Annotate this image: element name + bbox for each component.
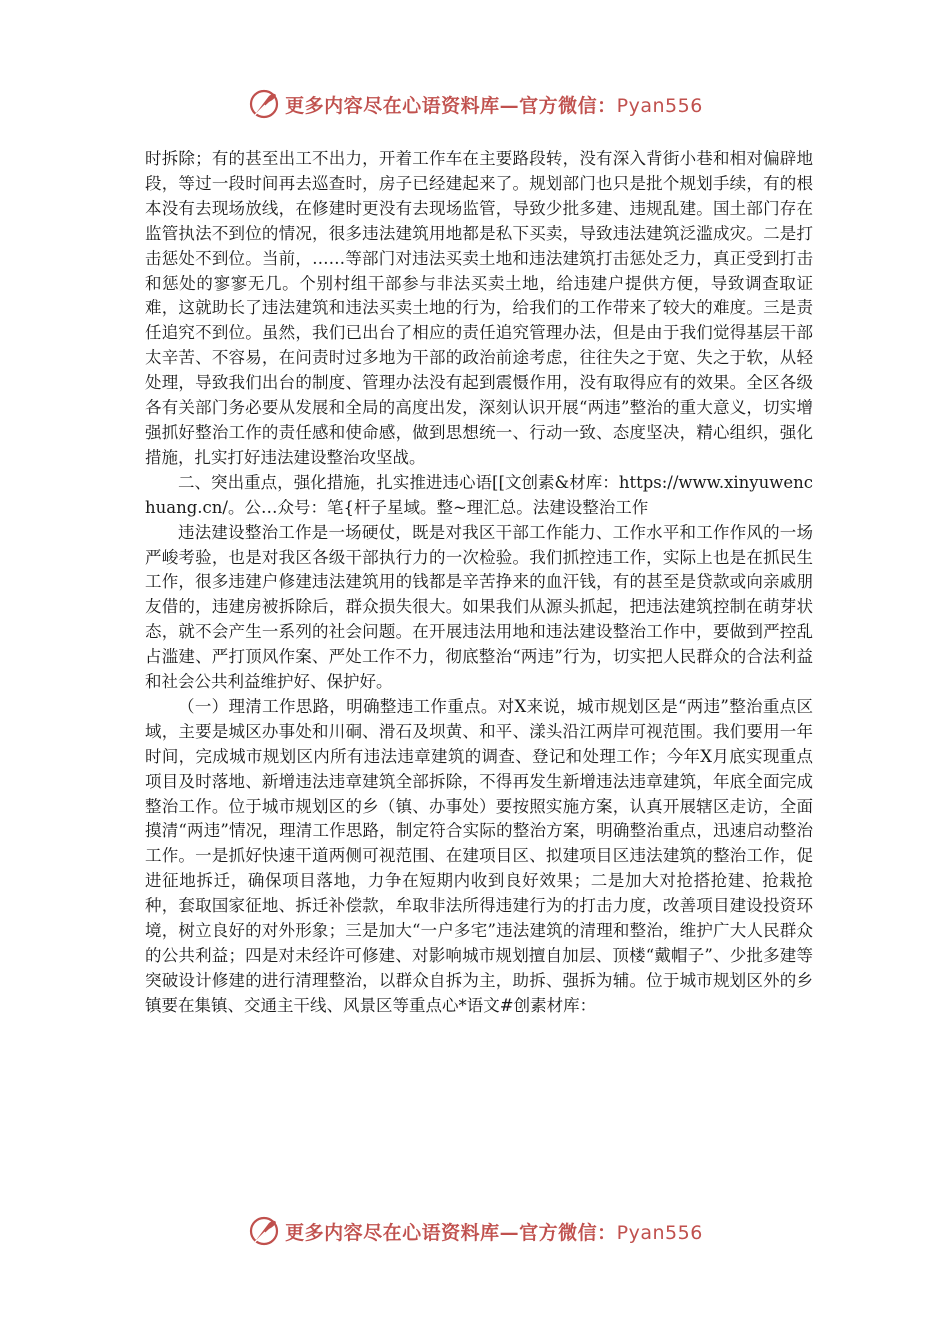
section-heading-2: 二、突出重点，强化措施，扎实推进违心语[[文创素&材库：https://www.xinyuwenchuang.cn/。公…众号：笔{杆子星域。整~理汇总。法建设整治工作 — [145, 472, 813, 517]
paragraph-2: 违法建设整治工作是一场硬仗，既是对我区干部工作能力、工作水平和工作作风的一场严峻考验，也是对我区各级干部执行力的一次检验。我们抓控违工作，实际上也是在抓民生工作，很多违建户修建违法建筑用的钱都是辛苦挣来的血汗钱，有的甚至是贷款或向亲戚朋友借的，违建房被拆除后，群众损失很大。如果我们从源头抓起，把违法建筑控制在萌芽状态，就不会产生一系列的社会问题。在开展违法用地和违法建设整治工作中，要做到严控乱占滥建、严打顶风作案、严处工作不力，彻底整治“两违”行为，切实把人民群众的合法利益和社会公共利益维护好、保护好。 — [145, 522, 813, 692]
paragraph-1: 时拆除；有的甚至出工不出力，开着工作车在主要路段转，没有深入背街小巷和相对偏辟地段，等过一段时间再去巡查时，房子已经建起来了。规划部门也只是批个规划手续，有的根本没有去现场放线，在修建时更没有去现场监管，导致少批多建、违规乱建。国土部门存在监管执法不到位的情况，很多违法建筑用地都是私下买卖，导致违法建筑泛滥成灾。二是打击惩处不到位。当前，……等部门对违法买卖土地和违法建筑打击惩处乏力，真正受到打击和惩处的寥寥无几。个别村组干部参与非法买卖土地，给违建户提供方便，导致调查取证难，这就助长了违法建筑和违法买卖土地的行为，给我们的工作带来了较大的难度。三是责任追究不到位。虽然，我们已出台了相应的责任追究管理办法，但是由于我们觉得基层干部太辛苦、不容易，在问责时过多地为干部的政治前途考虑，往往失之于宽、失之于软，从轻处理，导致我们出台的制度、管理办法没有起到震慑作用，没有取得应有的效果。全区各级各有关部门务必要从发展和全局的高度出发，深刻认识开展“两违”整治的重大意义，切实增强抓好整治工作的责任感和使命感，做到思想统一、行动一致、态度坚决，精心组织，强化措施，扎实打好违法建设整治攻坚战。 — [145, 149, 813, 467]
document-body — [145, 147, 813, 1019]
pen-feather-logo-icon — [247, 87, 281, 121]
wechat-id: Pyan556 — [616, 1221, 703, 1244]
pen-feather-logo-icon — [247, 1214, 281, 1248]
wechat-id: Pyan556 — [616, 94, 703, 117]
banner-text: 更多内容尽在心语资料库—官方微信：Pyan556 — [285, 94, 703, 117]
footer-banner — [0, 1211, 950, 1251]
header-banner — [0, 84, 950, 124]
paragraph-3: （一）理清工作思路，明确整违工作重点。对X来说，城市规划区是“两违”整治重点区域，主要是城区办事处和川硐、滑石及坝黄、和平、漾头沿江两岸可视范围。我们要用一年时间，完成城市规划区内所有违法违章建筑的调查、登记和处理工作；今年X月底实现重点项目及时落地、新增违法违章建筑全部拆除，不得再发生新增违法违章建筑，年底全面完成整治工作。位于城市规划区的乡（镇、办事处）要按照实施方案，认真开展辖区走访，全面摸清“两违”情况，理清工作思路，制定符合实际的整治方案，明确整治重点，迅速启动整治工作。一是抓好快速干道两侧可视范围、在建项目区、拟建项目区违法建筑的整治工作，促进征地拆迁，确保项目落地，力争在短期内收到良好效果；二是加大对抢搭抢建、抢栽抢种，套取国家征地、拆迁补偿款，牟取非法所得违建行为的打击力度，改善项目建设投资环境，树立良好的对外形象；三是加大“一户多宅”违法建筑的清理和整治，维护广大人民群众的公共利益；四是对未经许可修建、对影响城市规划擅自加层、顶楼“戴帽子”、少批多建等突破设计修建的进行清理整治，以群众自拆为主，助拆、强拆为辅。位于城市规划区外的乡镇要在集镇、交通主干线、风景区等重点心*语文#创素材库： — [145, 696, 813, 1015]
banner-text: 更多内容尽在心语资料库—官方微信：Pyan556 — [285, 1221, 703, 1244]
